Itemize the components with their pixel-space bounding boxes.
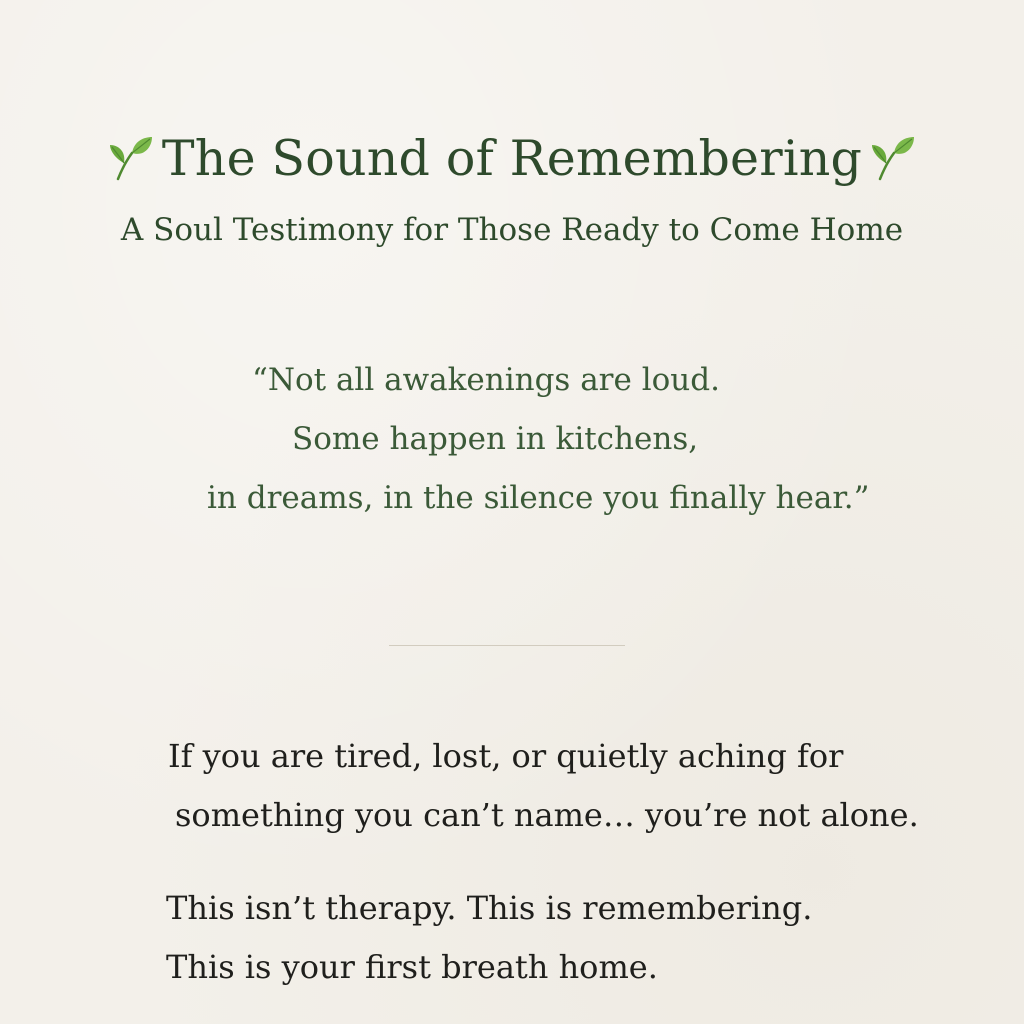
quote-line-2: Some happen in kitchens, (292, 421, 699, 457)
page-title: The Sound of Remembering (161, 129, 863, 187)
body-paragraph-2-line-1: This isn’t therapy. This is remembering. (166, 889, 813, 927)
section-divider (389, 645, 625, 646)
page-subtitle: A Soul Testimony for Those Ready to Come Home (120, 212, 904, 248)
leaf-right-icon (870, 133, 916, 183)
quote-line-3: in dreams, in the silence you finally hear.” (207, 480, 870, 516)
title-row (0, 118, 1024, 198)
leaf-left-icon (108, 133, 154, 183)
body-paragraph-2-line-2: This is your first breath home. (166, 948, 658, 986)
quote-line-1: “Not all awakenings are loud. (252, 362, 720, 398)
body-paragraph-1-line-2: something you can’t name… you’re not alone. (175, 796, 919, 834)
body-paragraph-1-line-1: If you are tired, lost, or quietly aching for (168, 737, 844, 775)
